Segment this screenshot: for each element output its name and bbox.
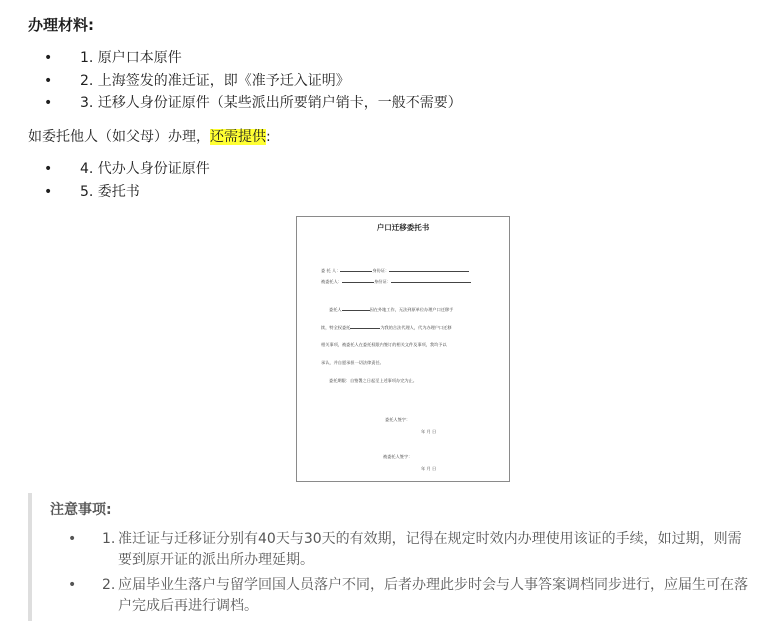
- entruster-label: 委 托 人：: [321, 268, 341, 273]
- entrust-prefix: 如委托他人（如父母）办理，: [28, 129, 210, 145]
- blank-line: [350, 324, 380, 329]
- body-line-4: 承认，并自愿承担一切法律责任。: [321, 360, 384, 365]
- bullet-icon: •: [68, 531, 77, 547]
- bullet-icon: •: [44, 72, 53, 89]
- materials-list: [0, 47, 462, 115]
- list-item-text: 4. 代办人身份证原件: [80, 161, 210, 177]
- document-title: 户口迁移委托书: [376, 223, 430, 232]
- id-label: 身份证：: [373, 279, 391, 284]
- body-line-5: 委托期限：自签署之日起至上述事项办完为止。: [329, 378, 417, 383]
- list-item: [0, 158, 210, 181]
- id-label: 身份证：: [372, 268, 390, 273]
- blank-line: [391, 278, 471, 283]
- list-item-text: 2. 上海签发的准迁证，即《准予迁入证明》: [80, 72, 350, 89]
- blank-line: [340, 267, 372, 272]
- entruster-date: 年 月 日: [421, 429, 437, 434]
- bullet-icon: •: [68, 577, 77, 593]
- trustee-line: [321, 278, 471, 285]
- bullet-icon: •: [44, 161, 53, 177]
- highlighted-text: 还需提供: [210, 129, 266, 145]
- body-text: 为我的合法代理人，代为办理户口迁移: [380, 325, 452, 330]
- list-item: [32, 529, 752, 571]
- list-item-text: 3. 迁移人身份证原件（某些派出所要销户销卡，一般不需要）: [80, 95, 462, 111]
- body-line-1: [329, 306, 453, 313]
- blank-line: [342, 306, 370, 311]
- list-item-text: 准迁证与迁移证分别有40天与30天的有效期，记得在规定时效内办理使用该证的手续，如过期，则需要到原开证的派出所办理延期。: [118, 531, 742, 568]
- item-number: 1.: [102, 531, 116, 547]
- blank-line: [342, 278, 374, 283]
- notice-title: 注意事项:: [50, 502, 112, 518]
- list-item-text: 1. 原户口本原件: [80, 50, 182, 66]
- power-of-attorney-image: [296, 216, 510, 482]
- body-text: 续，特全权委托: [321, 325, 351, 330]
- body-line-2: [321, 324, 452, 331]
- list-item: [0, 181, 210, 204]
- list-item-text: 应届毕业生落户与留学回国人员落户不同，后者办理此步时会与人事答案调档同步进行，应届生可在落户完成后再进行调档。: [118, 577, 748, 614]
- bullet-icon: •: [44, 50, 53, 66]
- entrust-paragraph: [28, 126, 271, 148]
- bullet-icon: •: [44, 183, 53, 200]
- list-item: [0, 92, 462, 115]
- list-item: [0, 70, 462, 93]
- body-line-3: 相关事项，被委托人在委托权限内签订的相关文件及事项，我均予以: [321, 342, 447, 347]
- entrust-suffix: :: [266, 129, 271, 145]
- list-item: [0, 47, 462, 70]
- trustee-date: 年 月 日: [421, 466, 437, 471]
- blank-line: [389, 267, 469, 272]
- body-text: 委托人: [329, 307, 342, 312]
- entruster-signature: 委托人签字：: [385, 417, 411, 422]
- entrust-list: [0, 158, 210, 203]
- bullet-icon: •: [44, 95, 53, 111]
- materials-heading: 办理材料:: [28, 16, 94, 34]
- list-item: [32, 575, 752, 617]
- notice-list: [32, 529, 752, 621]
- body-text: 因在外地工作，无法到原单位办理户口迁移手: [369, 307, 454, 312]
- entruster-line: [321, 267, 469, 274]
- trustee-signature: 被委托人签字：: [383, 454, 413, 459]
- trustee-label: 被委托人：: [321, 279, 342, 284]
- list-item-text: 5. 委托书: [80, 183, 140, 200]
- item-number: 2.: [102, 577, 116, 593]
- notice-block: [28, 493, 772, 621]
